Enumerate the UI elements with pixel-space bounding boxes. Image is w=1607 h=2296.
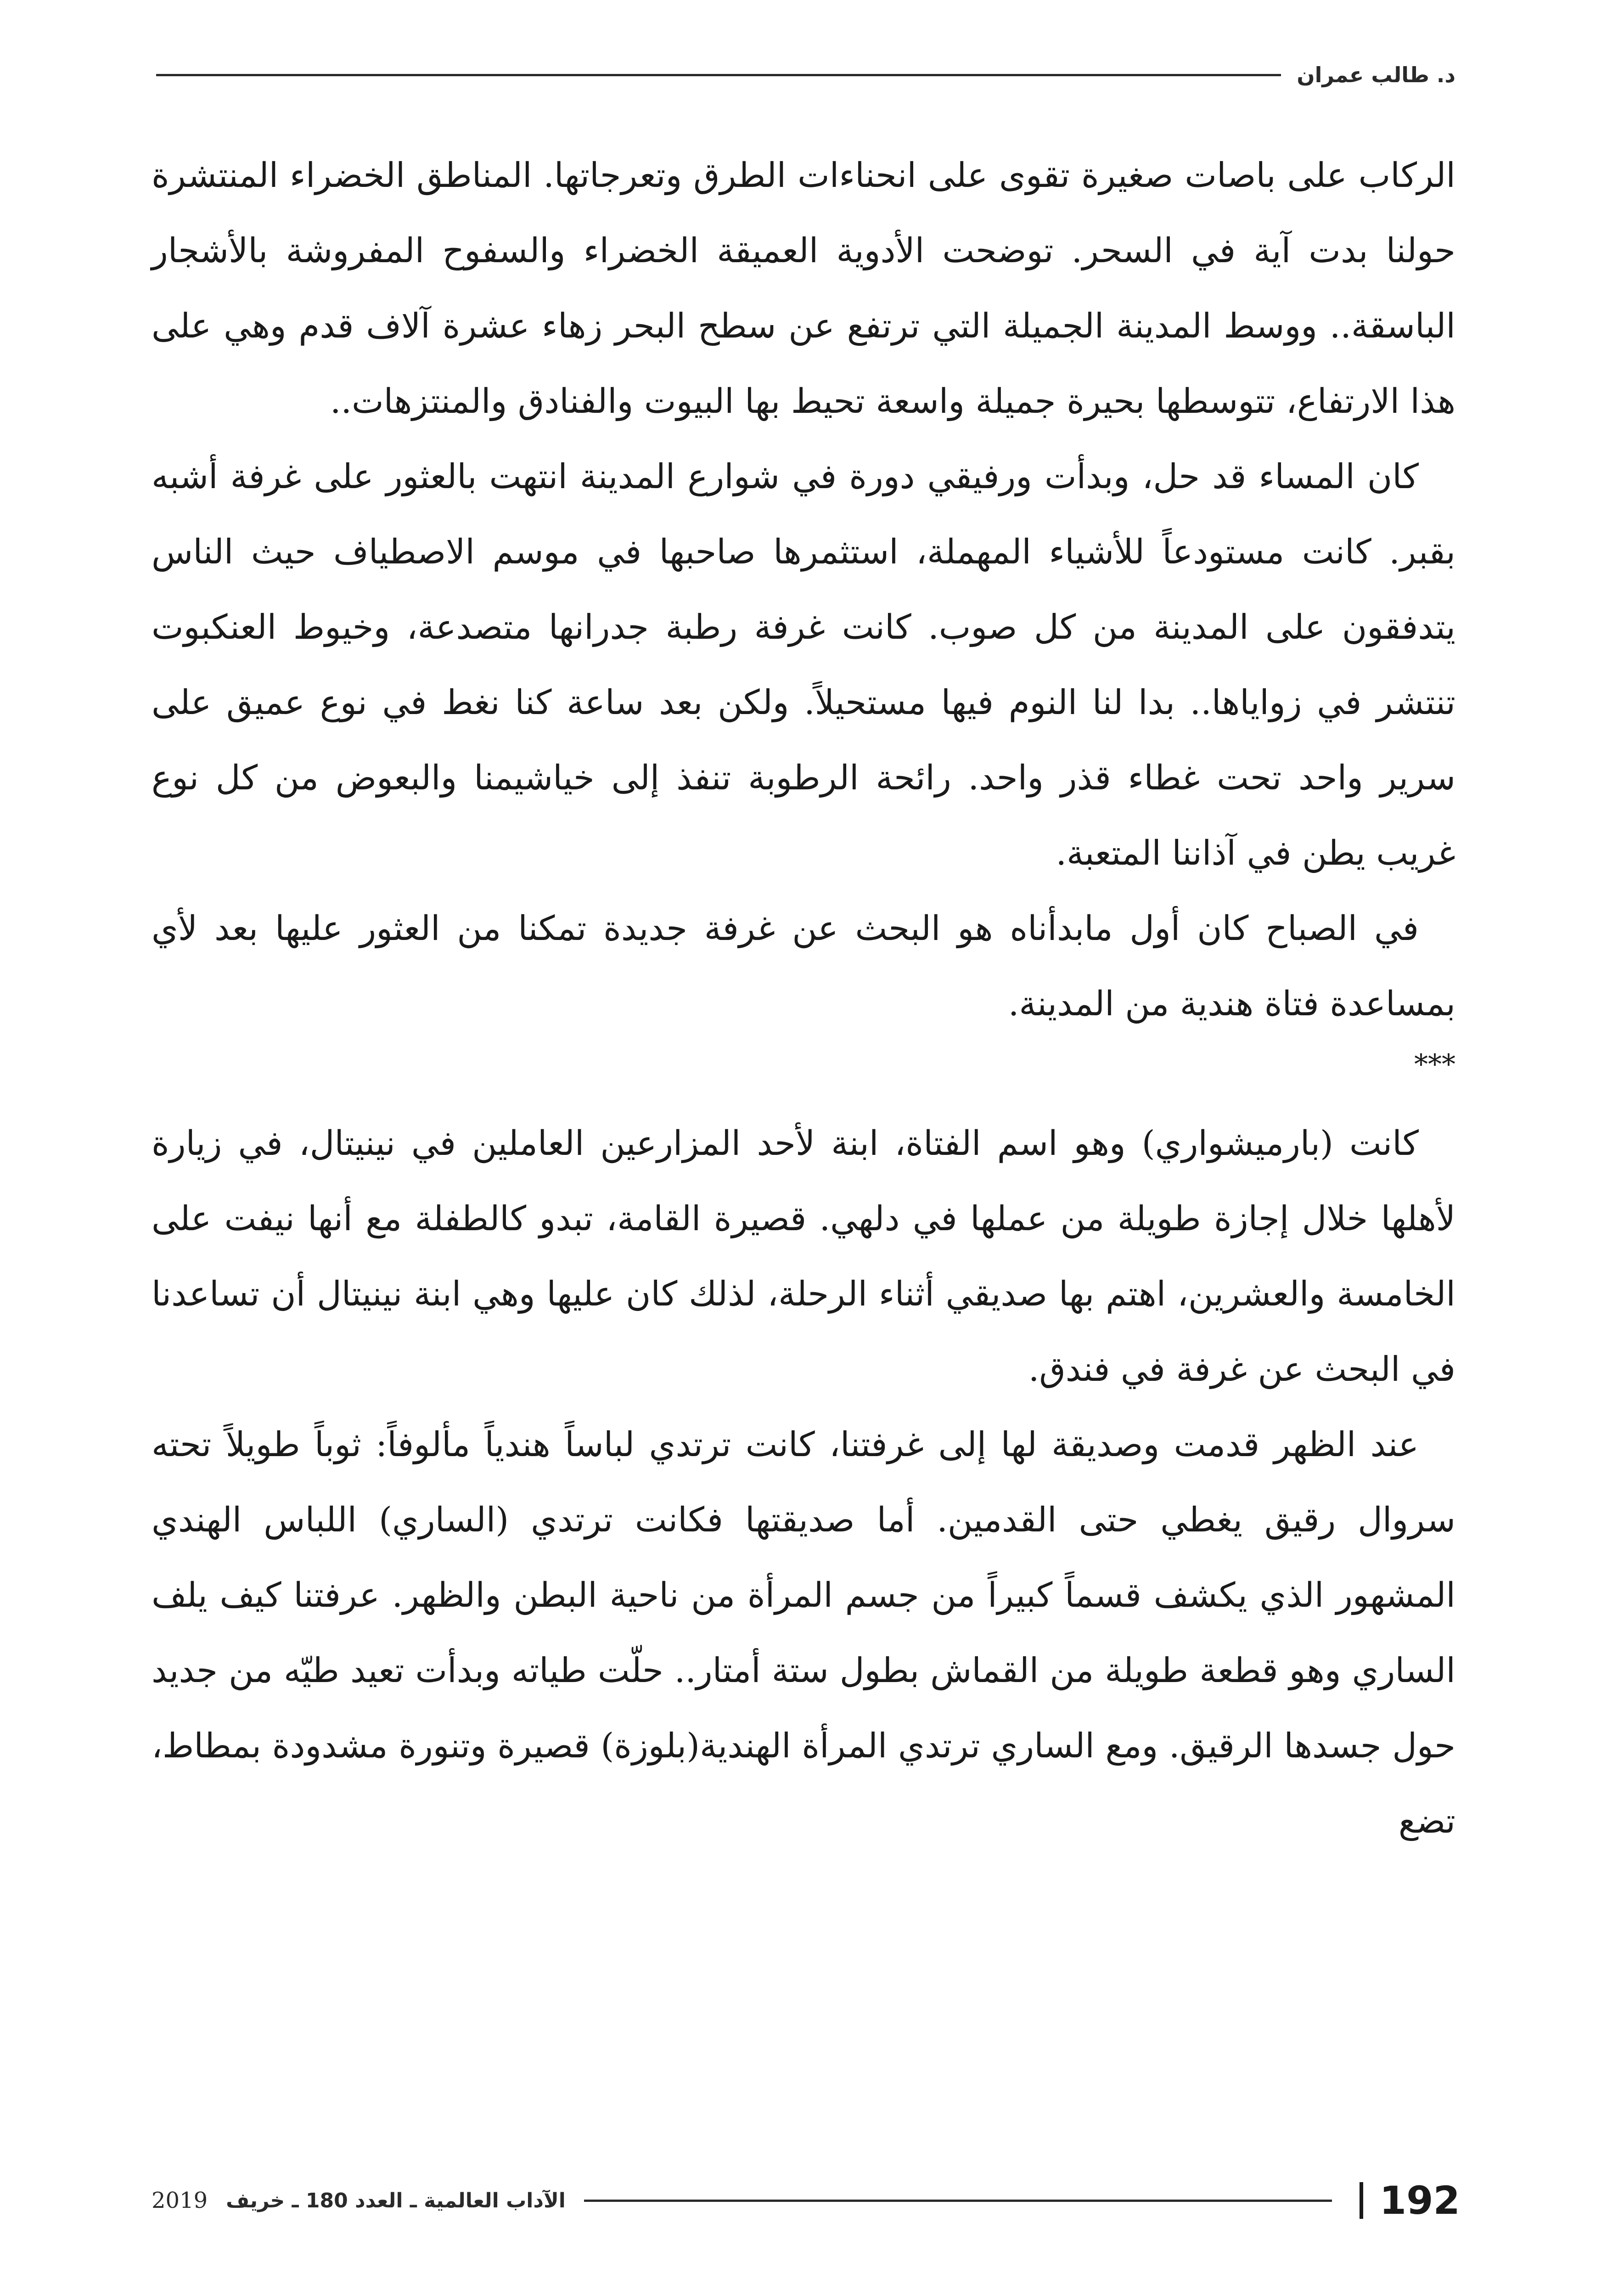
author-name: د. طالب عمران bbox=[1297, 62, 1455, 87]
page-number: 192 bbox=[1379, 2178, 1460, 2223]
footer-divider-bar bbox=[1360, 2182, 1363, 2219]
paragraph: كان المساء قد حل، وبدأت ورفيقي دورة في شوارع المدينة انتهت بالعثور على غرفة أشبه بقبر. كانت مستودعاً للأشياء المهملة، استثمرها صاحبها في موسم الاصطياف حيث الناس يتدفقون على المدينة من كل صوب. كانت غرفة رطبة جدرانها متصدعة، وخيوط العنكبوت تنتشر في زواياها.. بدا لنا النوم فيها مستحيلاً. ولكن بعد ساعة كنا نغط في نوع عميق على سرير واحد تحت غطاء قذر واحد. رائحة الرطوبة تنفذ إلى خياشيمنا والبعوض من كل نوع غريب يطن في آذاننا المتعبة. bbox=[152, 457, 1455, 873]
paragraph: كانت (بارميشواري) وهو اسم الفتاة، ابنة لأحد المزارعين العاملين في نينيتال، في زيارة لأهلها خلال إجازة طويلة من عملها في دلهي. قصيرة القامة، تبدو كالطفلة مع أنها نيفت على الخامسة والعشرين، اهتم بها صديقي أثناء الرحلة، لذلك كان عليها وهي ابنة نينيتال أن تساعدنا في البحث عن غرفة في فندق. bbox=[152, 1124, 1455, 1389]
article-body bbox=[152, 138, 1455, 1859]
section-separator bbox=[152, 1041, 1455, 1106]
header-rule bbox=[156, 74, 1281, 76]
separator-stars: *** bbox=[1414, 1048, 1455, 1080]
paragraph: عند الظهر قدمت وصديقة لها إلى غرفتنا، كانت ترتدي لباساً هندياً مألوفاً: ثوباً طويلاً تحته سروال رقيق يغطي حتى القدمين. أما صديقتها فكانت ترتدي (الساري) اللباس الهندي المشهور الذي يكشف قسماً كبيراً من جسم المرأة من ناحية البطن والظهر. عرفتنا كيف يلف الساري وهو قطعة طويلة من القماش بطول ستة أمتار.. حلّت طياته وبدأت تعيد طيّه من جديد حول جسدها الرقيق. ومع الساري ترتدي المرأة الهندية(بلوزة) قصيرة وتنورة مشدودة بمطاط، تضع bbox=[152, 1425, 1455, 1841]
issue-year: 2019 bbox=[152, 2188, 208, 2213]
paragraph: في الصباح كان أول مابدأناه هو البحث عن غرفة جديدة تمكنا من العثور عليها بعد لأي بمساعدة فتاة هندية من المدينة. bbox=[152, 909, 1455, 1024]
page-footer bbox=[152, 2178, 1460, 2223]
journal-issue: الآداب العالمية ـ العدد 180 ـ خريف bbox=[226, 2189, 566, 2212]
footer-rule bbox=[584, 2200, 1332, 2202]
paragraph: الركاب على باصات صغيرة تقوى على انحناءات الطرق وتعرجاتها. المناطق الخضراء المنتشرة حولنا بدت آية في السحر. توضحت الأدوية العميقة الخضراء والسفوح المفروشة بالأشجار الباسقة.. ووسط المدينة الجميلة التي ترتفع عن سطح البحر زهاء عشرة آلاف قدم وهي على هذا الارتفاع، تتوسطها بحيرة جميلة واسعة تحيط بها البيوت والفنادق والمنتزهات.. bbox=[152, 156, 1455, 421]
page-header bbox=[156, 59, 1455, 91]
